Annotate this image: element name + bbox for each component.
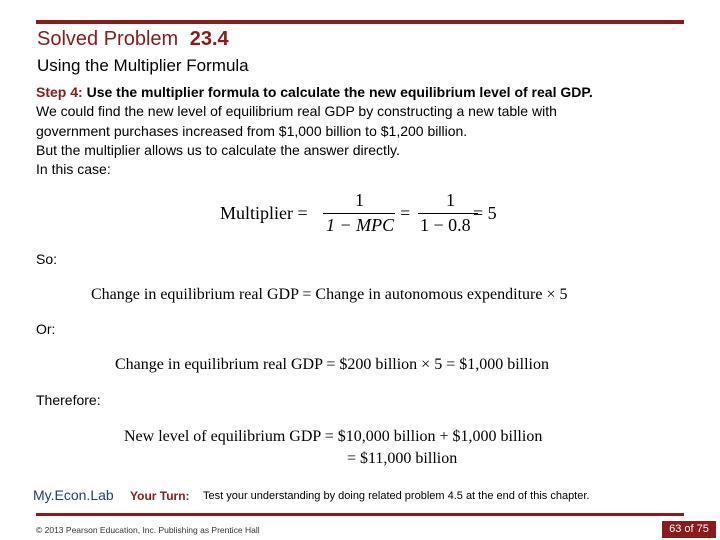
step-text: Use the multiplier formula to calculate the new equilibrium level of real GDP. [86, 84, 593, 100]
equation-3-line-2: = $11,000 billion [347, 450, 458, 467]
formula-numerator-1: 1 [355, 190, 364, 210]
formula-numerator-2: 1 [446, 190, 455, 210]
your-turn-text: Test your understanding by doing related problem 4.5 at the end of this chapter. [203, 490, 590, 502]
title-text: Solved Problem [37, 28, 179, 50]
equation-2: Change in equilibrium real GDP = $200 billion × 5 = $1,000 billion [115, 356, 549, 373]
body-line: But the multiplier allows us to calculate the answer directly. [36, 142, 400, 158]
body-line: We could find the new level of equilibrium real GDP by constructing a new table with [36, 103, 557, 119]
page-number: 63 of 75 [662, 521, 716, 538]
fraction-bar-1 [323, 213, 395, 214]
formula-result: = 5 [473, 203, 497, 223]
body-line: In this case: [36, 161, 111, 177]
formula-equals: = [400, 203, 411, 223]
formula-denominator-1: 1 − MPC [326, 215, 395, 235]
problem-number: 23.4 [189, 28, 229, 50]
equation-3-line-1: New level of equilibrium GDP = $10,000 billion + $1,000 billion [124, 428, 543, 445]
slide-title [37, 28, 229, 51]
fraction-bar-2 [418, 213, 478, 214]
or-label: Or: [36, 321, 56, 337]
multiplier-formula [220, 190, 510, 236]
body-line: government purchases increased from $1,000 billion to $1,200 billion. [36, 123, 468, 139]
slide-subtitle: Using the Multiplier Formula [37, 56, 249, 75]
bottom-rule [36, 513, 684, 516]
equation-1: Change in equilibrium real GDP = Change in autonomous expenditure × 5 [91, 286, 568, 303]
copyright: © 2013 Pearson Education, Inc. Publishing as Prentice Hall [36, 525, 260, 535]
therefore-label: Therefore: [36, 392, 101, 408]
top-rule [36, 20, 684, 24]
your-turn-label: Your Turn: [130, 489, 190, 503]
so-label: So: [36, 251, 58, 267]
formula-lhs: Multiplier = [220, 203, 308, 223]
step-heading [36, 84, 593, 100]
myeconlab-logo: My.Econ.Lab [33, 487, 114, 503]
step-label: Step 4: [36, 84, 83, 100]
formula-denominator-2: 1 − 0.8 [420, 215, 471, 235]
